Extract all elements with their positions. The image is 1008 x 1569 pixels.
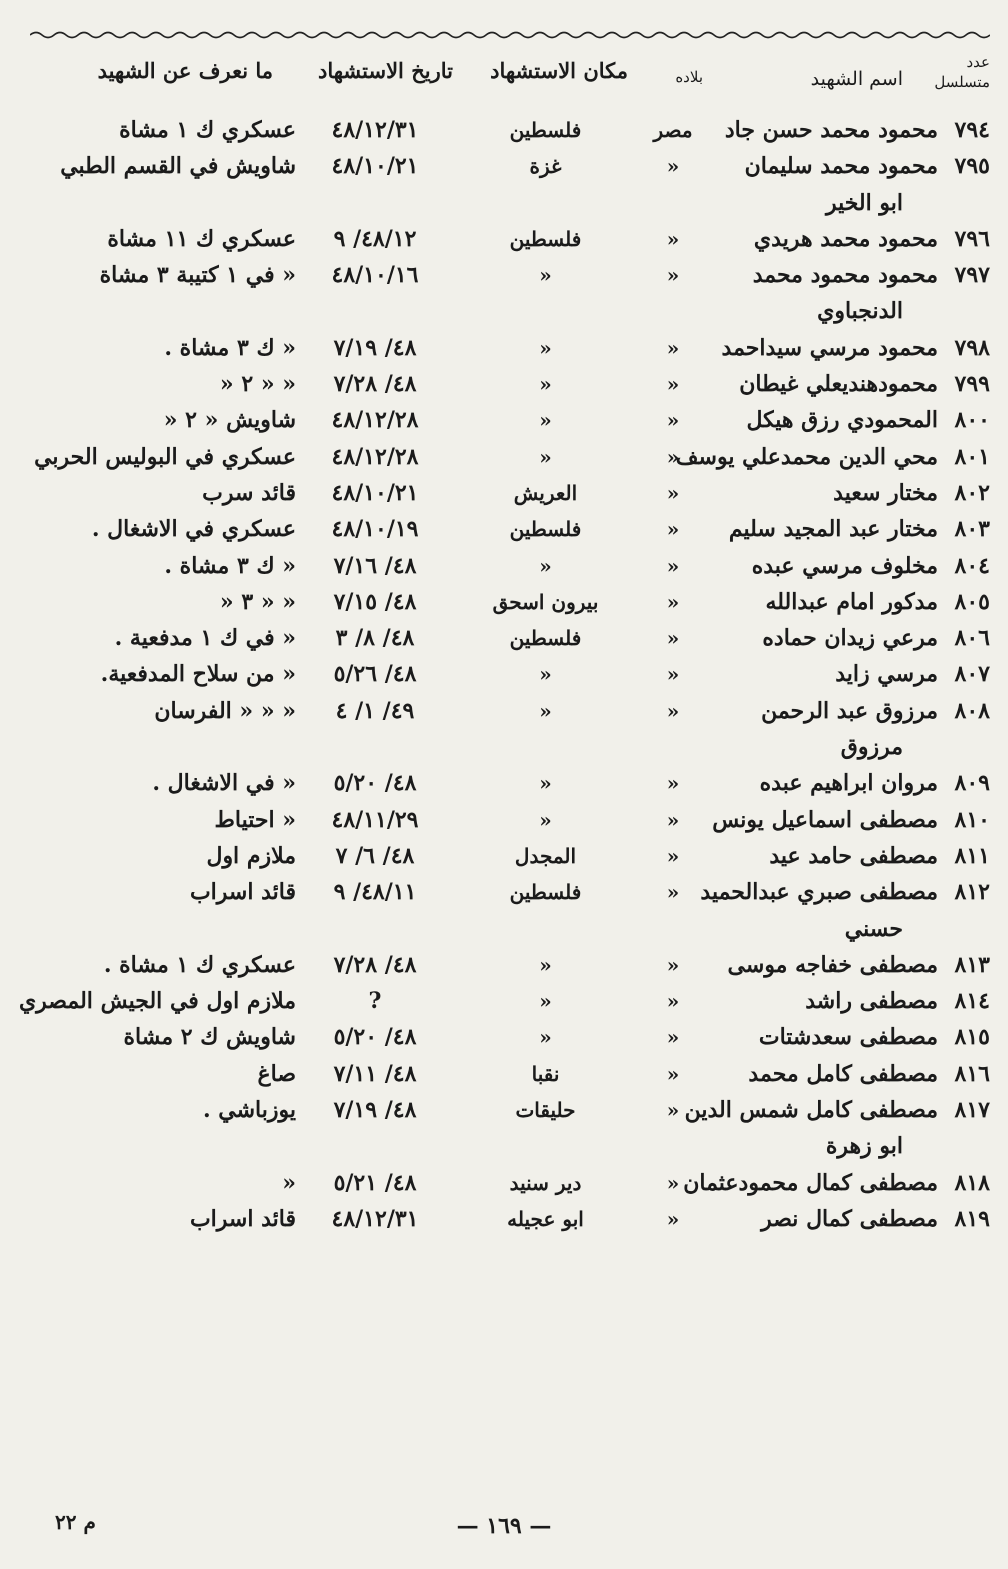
country: « [666,662,680,687]
table-row [0,366,1008,402]
serial-number: ٧٩٩ [954,371,990,398]
date-of-death: ٤٨/ ٥/٢٠ [333,770,417,797]
martyr-info: شاويش « ٢ « [163,407,296,434]
martyr-name: مصطفى خفاجه موسى [727,951,938,978]
martyr-info: قائد اسراب [189,1205,296,1232]
place-of-death: « [539,372,552,397]
serial-number: ٨١٦ [954,1060,990,1087]
martyr-name: ابو الخير [825,189,903,216]
place-of-death: « [539,408,552,433]
martyr-info: عسكري ك ١ مشاة . [103,951,296,978]
martyr-name: مصطفى صبري عبدالحميد [700,879,938,906]
country: « [666,372,680,397]
header-info: ما نعرف عن الشهيد [97,58,273,83]
serial-number: ٨١١ [954,842,990,869]
date-of-death: ٤٨/١١/ ٩ [333,879,417,906]
date-of-death: ٤٨/ ٧/١١ [333,1060,417,1087]
martyr-name: المحمودي رزق هيكل [746,407,938,434]
header-serial [934,52,990,92]
martyr-name: مصطفى كامل محمد [748,1060,938,1087]
martyr-name: مصطفى كمال محمودعثمان [683,1169,938,1196]
serial-number: ٨٠٩ [954,770,990,797]
martyr-name: محمودهنديعلي غيطان [739,371,938,398]
table-row [0,656,1008,692]
martyr-info: ملازم اول في الجيش المصري [18,988,296,1015]
martyr-name: مرزوق عبد الرحمن [761,697,938,724]
date-of-death: ٤٨/١٢/٢٨ [331,407,419,434]
serial-number: ٨١٣ [954,951,990,978]
date-of-death: ٤٨/ ٥/٢٠ [333,1024,417,1051]
martyr-name: مرعي زيدان حماده [762,625,938,652]
country: « [666,480,680,505]
martyr-info: « [282,1169,296,1196]
table-row [0,548,1008,584]
martyr-info: شاويش ك ٢ مشاة [123,1024,296,1051]
table-row [0,947,1008,983]
place-of-death: « [539,698,552,723]
country: « [666,1170,680,1195]
header-serial-line2: متسلسل [934,73,990,91]
table-row [0,1201,1008,1237]
martyr-info: ملازم اول [206,842,296,869]
table-row [0,221,1008,257]
martyr-info: شاويش في القسم الطبي [60,153,296,180]
place-of-death: العريش [513,480,578,505]
header-name: اسم الشهيد [810,68,903,90]
martyr-info: قائد سرب [202,479,296,506]
country: « [666,263,680,288]
date-of-death: ٤٨/ ٨/ ٣ [335,625,415,652]
date-of-death: ٤٨/١٢/٣١ [331,117,419,143]
country: « [666,408,680,433]
date-of-death: ٤٨/ ٧/١٩ [333,1097,417,1124]
date-of-death: ٤٨/١٠/٢١ [331,153,419,180]
martyrs-table [0,112,1008,1237]
place-of-death: « [539,263,552,288]
place-of-death: ابو عجيله [507,1206,584,1231]
serial-number: ٨١٥ [954,1024,990,1051]
date-of-death: ٤٨/١٢/٣١ [331,1205,419,1232]
place-of-death: « [539,444,552,469]
martyr-info: « احتياط [214,806,296,833]
table-row [0,802,1008,838]
country: « [666,771,680,796]
date-of-death: ٤٩/ ١/ ٤ [335,697,415,724]
martyr-name: مرزوق [840,734,903,761]
serial-number: ٧٩٧ [954,262,990,289]
place-of-death: « [539,335,552,360]
place-of-death: فلسطين [509,226,582,251]
place-of-death: المجدل [514,843,577,868]
martyr-name: مصطفى اسماعيل يونس [712,806,938,833]
country: مصر [653,118,693,142]
serial-number: ٧٩٦ [954,225,990,252]
table-row [0,620,1008,656]
serial-number: ٨٠٥ [954,588,990,615]
serial-number: ٨٠٠ [954,407,990,434]
serial-number: ٨٠٨ [954,697,990,724]
date-of-death: ٤٨/ ٦/ ٧ [335,842,415,869]
serial-number: ٨١٩ [954,1205,990,1232]
martyr-info: قائد اسراب [189,879,296,906]
table-row [0,1019,1008,1055]
martyr-name: مصطفى حامد عيد [769,842,938,869]
table-row [0,439,1008,475]
serial-number: ٨١٨ [954,1169,990,1196]
place-of-death: « [539,807,552,832]
place-of-death: « [539,952,552,977]
martyr-name: محمود محمد حسن جاد [724,117,938,143]
date-of-death: ٤٨/ ٧/١٥ [333,588,417,615]
date-of-death: ٤٨/ ٧/٢٨ [333,951,417,978]
page-number: — ١٦٩ — [456,1513,552,1539]
country: « [666,698,680,723]
martyr-info: « « « الفرسان [154,697,296,724]
country: « [666,335,680,360]
serial-number: ٨٠١ [954,443,990,470]
martyr-name: مخلوف مرسي عبده [751,552,938,579]
wavy-top-rule [30,30,990,40]
country: « [666,1206,680,1231]
serial-number: ٨١٤ [954,988,990,1015]
martyr-info: صاغ [257,1060,296,1087]
martyr-name: مصطفى راشد [805,988,938,1015]
martyr-name: مدكور امام عبدالله [765,588,938,615]
martyr-name: محي الدين محمدعلي يوسف [675,443,938,470]
table-row-continuation [0,185,1008,221]
table-row [0,330,1008,366]
martyr-info: يوزباشي . [202,1097,296,1124]
table-row-continuation [0,293,1008,329]
place-of-death: فلسطين [509,517,582,542]
martyr-name: محمود محمد هريدي [753,225,938,252]
date-of-death: ٤٨/١٠/١٩ [331,516,419,543]
place-of-death: « [539,662,552,687]
header-serial-line1: عدد [966,53,990,71]
serial-number: ٨١٢ [954,879,990,906]
martyr-name: محمود محمود محمد [752,262,938,289]
country: « [666,154,680,179]
date-of-death: ٤٨/ ٧/١٦ [333,552,417,579]
place-of-death: حليقات [515,1098,576,1123]
date-of-death: ٤٨/١٢/٢٨ [331,443,419,470]
place-of-death: « [539,989,552,1014]
place-of-death: « [539,1025,552,1050]
martyr-name: مرسي زايد [835,661,938,688]
date-of-death: ٤٨/ ٥/٢١ [333,1169,417,1196]
martyr-info: عسكري ك ١ مشاة [119,117,296,143]
place-of-death: فلسطين [509,880,582,905]
serial-number: ٨٠٢ [954,479,990,506]
martyr-info: « في ١ كتيبة ٣ مشاة [99,262,296,289]
martyr-info: « ك ٣ مشاة . [164,334,296,361]
martyr-name: مصطفى كمال نصر [761,1205,938,1232]
martyr-info: « « ٢ « [219,371,296,398]
header-country: بلاده [675,68,703,86]
table-row-continuation [0,1128,1008,1164]
table-row [0,983,1008,1019]
table-row-continuation [0,729,1008,765]
serial-number: ٨٠٧ [954,661,990,688]
table-row [0,1165,1008,1201]
serial-number: ٨٠٦ [954,625,990,652]
martyr-name: مصطفى سعدشتات [758,1024,938,1051]
table-row [0,511,1008,547]
date-of-death: ? [368,988,382,1015]
table-row [0,112,1008,148]
date-of-death: ٤٨/١١/٢٩ [331,806,419,833]
martyr-info: « من سلاح المدفعية. [100,661,296,688]
country: « [666,226,680,251]
martyr-info: عسكري ك ١١ مشاة [107,225,296,252]
table-row [0,838,1008,874]
country: « [666,1061,680,1086]
place-of-death: فلسطين [509,626,582,651]
martyr-info: « ك ٣ مشاة . [164,552,296,579]
serial-number: ٨١٠ [954,806,990,833]
date-of-death: ٤٨/١٢/ ٩ [333,225,417,252]
serial-number: ٨٠٤ [954,552,990,579]
country: « [666,553,680,578]
country: « [666,989,680,1014]
signature-mark: م ٢٢ [55,1510,96,1534]
country: « [666,626,680,651]
martyr-name: محمود محمد سليمان [744,153,938,180]
country: « [666,952,680,977]
martyr-name: الدنجباوي [817,298,903,325]
martyr-info: عسكري في الاشغال . [91,516,296,543]
country: « [666,1098,680,1123]
date-of-death: ٤٨/ ٧/١٩ [333,334,417,361]
martyr-name: محمود مرسي سيداحمد [721,334,938,361]
martyr-info: « في الاشغال . [152,770,296,797]
country: « [666,807,680,832]
country: « [666,843,680,868]
place-of-death: غزة [529,154,562,179]
place-of-death: نقبا [531,1061,560,1086]
martyr-name: ابو زهرة [825,1133,903,1160]
table-row [0,257,1008,293]
table-row [0,475,1008,511]
martyr-name: مروان ابراهيم عبده [759,770,938,797]
martyr-name: مختار سعيد [833,479,938,506]
date-of-death: ٤٨/١٠/١٦ [331,262,419,289]
place-of-death: بيرون اسحق [492,589,599,614]
country: « [666,517,680,542]
place-of-death: دير سنيد [509,1170,582,1195]
date-of-death: ٤٨/١٠/٢١ [331,479,419,506]
serial-number: ٧٩٨ [954,334,990,361]
country: « [666,880,680,905]
martyr-info: « في ك ١ مدفعية . [114,625,296,652]
serial-number: ٧٩٤ [954,117,990,143]
place-of-death: « [539,553,552,578]
table-row [0,1056,1008,1092]
table-row [0,584,1008,620]
martyr-name: مصطفى كامل شمس الدين [684,1097,938,1124]
table-row [0,148,1008,184]
martyr-info: « « ٣ « [219,588,296,615]
martyr-name: حسني [844,915,903,942]
country: « [666,444,680,469]
header-date: تاريخ الاستشهاد [317,58,453,83]
table-row [0,693,1008,729]
serial-number: ٧٩٥ [954,153,990,180]
table-row [0,874,1008,910]
place-of-death: « [539,771,552,796]
serial-number: ٨٠٣ [954,516,990,543]
country: « [666,1025,680,1050]
date-of-death: ٤٨/ ٥/٢٦ [333,661,417,688]
table-row [0,765,1008,801]
date-of-death: ٤٨/ ٧/٢٨ [333,371,417,398]
table-row [0,402,1008,438]
table-row [0,1092,1008,1128]
table-row-continuation [0,911,1008,947]
martyr-name: مختار عبد المجيد سليم [728,516,938,543]
country: « [666,589,680,614]
header-place: مكان الاستشهاد [490,58,628,83]
place-of-death: فلسطين [509,118,582,142]
serial-number: ٨١٧ [954,1097,990,1124]
martyr-info: عسكري في البوليس الحربي [34,443,296,470]
